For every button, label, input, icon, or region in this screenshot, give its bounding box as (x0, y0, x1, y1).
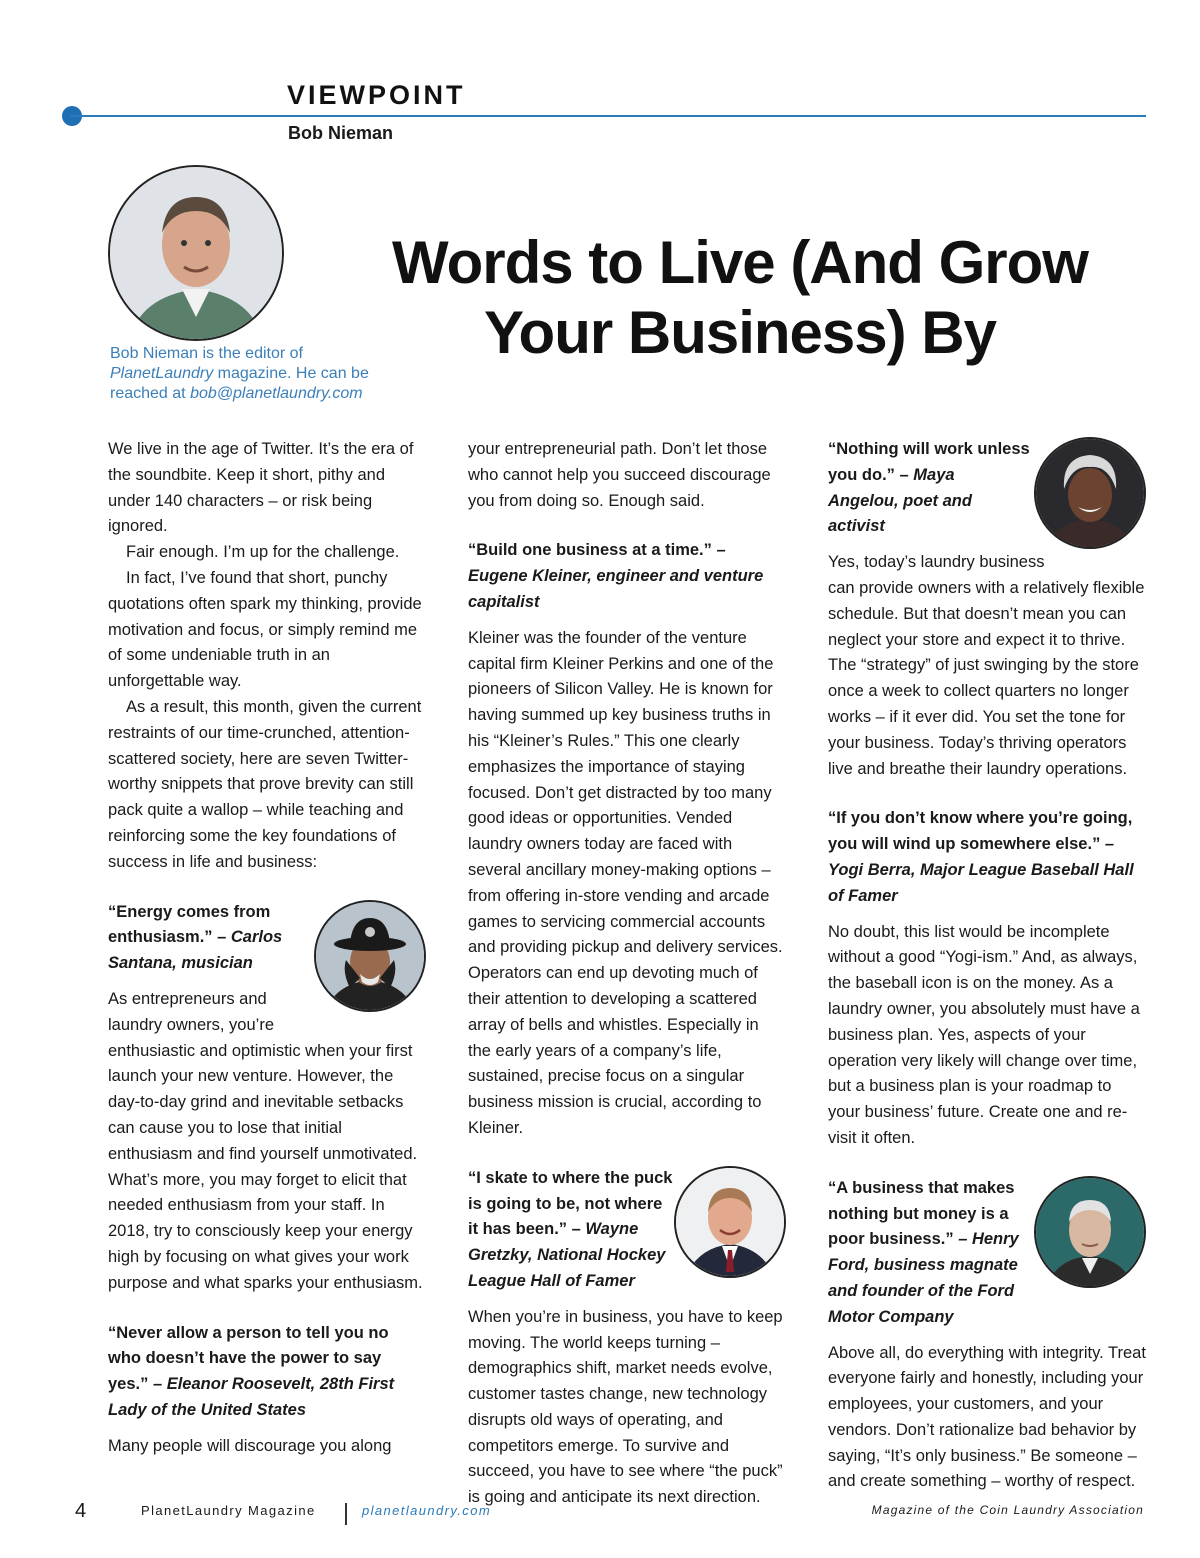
pull-quote: “A business that makes nothing but money is a poor business.” – Henry Ford, business magnate and founder of the Ford Motor Company (828, 1176, 1146, 1331)
wayne-gretzky-photo (674, 1166, 786, 1278)
body-paragraph: We live in the age of Twitter. It’s the era of the soundbite. Keep it short, pithy and under 140 characters – or risk being ignored. (108, 440, 414, 536)
footer-url[interactable]: planetlaundry.com (362, 1503, 492, 1518)
column-2 (468, 437, 786, 1511)
pull-quote: “Never allow a person to tell you no who doesn’t have the power to say yes.” – Eleanor Roosevelt, 28th First Lady of the United States (108, 1323, 395, 1419)
body-paragraph: When you’re in business, you have to keep moving. The world keeps turning – demographics shift, market needs evolve, customer tastes change, new technology disrupts old ways of operating, and competitors emerge. To survive and succeed, you have to see where “the puck” is going and anticipate its next direction. (468, 1307, 783, 1507)
column-3 (828, 437, 1146, 1495)
footer-divider (345, 1503, 347, 1525)
header-rule (70, 115, 1146, 117)
article-headline: Words to Live (And Grow Your Business) By (392, 229, 1088, 366)
author-bio: Bob Nieman is the editor of PlanetLaundry magazine. He can be reached at bob@planetlaundry.com (110, 345, 369, 402)
footer-tagline: Magazine of the Coin Laundry Association (871, 1503, 1144, 1517)
body-paragraph: Fair enough. I’m up for the challenge. (126, 543, 400, 562)
author-email: bob@planetlaundry.com (190, 385, 363, 402)
footer-magazine: PlanetLaundry Magazine (141, 1503, 316, 1518)
pull-quote: “I skate to where the puck is going to be, not where it has been.” – Wayne Gretzky, National Hockey League Hall of Famer (468, 1166, 786, 1295)
body-paragraph: Yes, today’s laundry business can provide owners with a relatively flexible schedule. But that doesn’t mean you can neglect your store and expect it to thrive. The “strategy” of just swinging by the store once a week to collect quarters no longer works – if it ever did. You set the tone for your business. Today’s thriving operators live and breathe their laundry operations. (828, 553, 1145, 778)
body-paragraph: Kleiner was the founder of the venture capital firm Kleiner Perkins and one of the pioneers of Silicon Valley. He is known for having summed up key business truths in his “Kleiner’s Rules.” This one clearly emphasizes the importance of staying focused. Don’t get distracted by too many good ideas or opportunities. Vended laundry owners today are faced with several ancillary money-making options – from offering in-store vending and arcade games to servicing commercial accounts and providing pickup and delivery services. Operators can end up devoting much of their attention to developing a scattered array of bells and whistles. Especially in the early years of a company’s life, sustained, precise focus on a singular business mission is crucial, according to Kleiner. (468, 628, 783, 1137)
author-byline: Bob Nieman (288, 123, 394, 143)
section-kicker: VIEWPOINT (287, 80, 466, 110)
body-paragraph: Many people will discourage you along (108, 1436, 392, 1455)
body-paragraph: In fact, I’ve found that short, punchy quotations often spark my thinking, provide motivation and focus, or simply remind me of some undeniable truth in an unforgettable way. (108, 568, 422, 691)
page-number: 4 (75, 1500, 87, 1522)
maya-angelou-photo (1034, 437, 1146, 549)
carlos-santana-photo (314, 900, 426, 1012)
pull-quote: “If you don’t know where you’re going, you will wind up somewhere else.” – Yogi Berra, Major League Baseball Hall of Famer (828, 809, 1134, 905)
pull-quote: “Energy comes from enthusiasm.” – Carlos Santana, musician (108, 900, 426, 977)
body-paragraph: As a result, this month, given the current restraints of our time-crunched, attention-scattered society, here are seven Twitter-worthy snippets that prove brevity can still pack quite a wallop – while teaching and reinforcing some the key foundations of success in life and business: (108, 697, 422, 871)
body-paragraph: Above all, do everything with integrity. Treat everyone fairly and honestly, including your employees, your customers, and your vendors. Don’t rationalize bad behavior by saying, “It’s only business.” Be someone – and create something – worthy of respect. (828, 1343, 1146, 1491)
pull-quote: “Nothing will work unless you do.” – Maya Angelou, poet and activist (828, 437, 1146, 540)
pull-quote: “Build one business at a time.” – Eugene Kleiner, engineer and venture capitalist (468, 541, 764, 611)
henry-ford-photo (1034, 1176, 1146, 1288)
author-photo (108, 165, 284, 341)
body-paragraph: No doubt, this list would be incomplete without a good “Yogi-ism.” And, as always, the baseball icon is on the money. As a laundry owner, you absolutely must have a business plan. Yes, aspects of your operation very likely will change over time, but a business plan is your roadmap to your business’ future. Create one and re-visit it often. (828, 922, 1140, 1147)
body-paragraph: As entrepreneurs and laundry owners, you’re enthusiastic and optimistic when your first launch your new venture. However, the day-to-day grind and inevitable setbacks can cause you to lose that initial enthusiasm and find yourself unmotivated. What’s more, you may forget to elicit that needed enthusiasm from your staff. In 2018, try to consciously keep your energy high by focusing on what gives your work purpose and what sparks your enthusiasm. (108, 989, 423, 1292)
body-paragraph: your entrepreneurial path. Don’t let those who cannot help you succeed discourage you from doing so. Enough said. (468, 440, 771, 510)
column-1 (108, 437, 426, 1459)
